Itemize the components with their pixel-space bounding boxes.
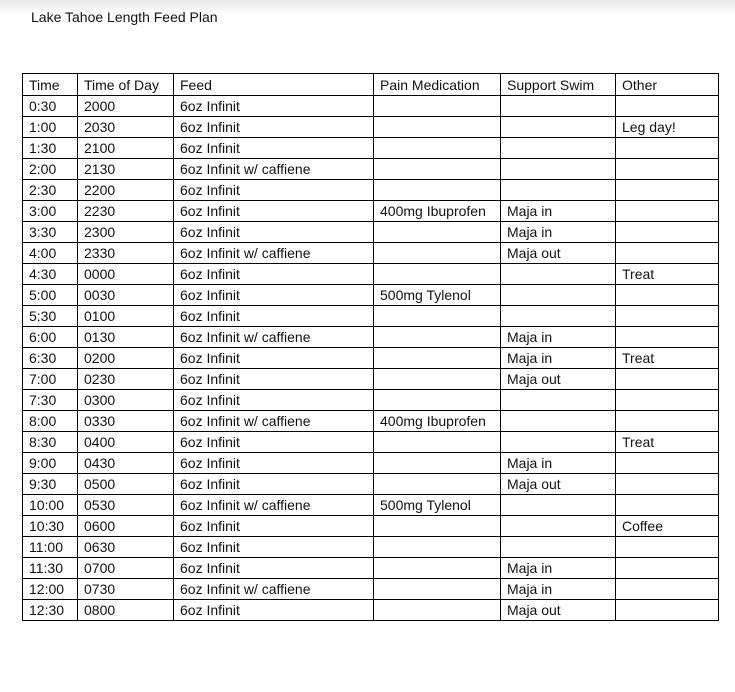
cell-time: 9:30 [23, 474, 78, 495]
cell-pain-medication [374, 453, 501, 474]
cell-time-of-day: 2230 [78, 201, 174, 222]
cell-support-swim: Maja out [501, 600, 616, 621]
cell-time-of-day: 0700 [78, 558, 174, 579]
table-header-row [23, 74, 719, 96]
cell-feed: 6oz Infinit w/ caffiene [174, 411, 374, 432]
cell-feed: 6oz Infinit [174, 348, 374, 369]
cell-other: Treat [616, 432, 719, 453]
cell-pain-medication [374, 369, 501, 390]
table-row [23, 579, 719, 600]
cell-feed: 6oz Infinit [174, 117, 374, 138]
cell-pain-medication [374, 159, 501, 180]
cell-other [616, 411, 719, 432]
cell-pain-medication [374, 243, 501, 264]
cell-other [616, 474, 719, 495]
cell-time-of-day: 2200 [78, 180, 174, 201]
cell-time: 11:00 [23, 537, 78, 558]
cell-other [616, 390, 719, 411]
cell-time: 7:00 [23, 369, 78, 390]
cell-time-of-day: 0500 [78, 474, 174, 495]
cell-other [616, 453, 719, 474]
cell-time-of-day: 0530 [78, 495, 174, 516]
cell-feed: 6oz Infinit [174, 369, 374, 390]
cell-pain-medication [374, 138, 501, 159]
cell-pain-medication [374, 180, 501, 201]
cell-other [616, 159, 719, 180]
cell-feed: 6oz Infinit w/ caffiene [174, 495, 374, 516]
cell-pain-medication [374, 222, 501, 243]
cell-other: Coffee [616, 516, 719, 537]
cell-pain-medication [374, 537, 501, 558]
cell-feed: 6oz Infinit [174, 138, 374, 159]
table-row [23, 264, 719, 285]
cell-support-swim [501, 537, 616, 558]
cell-pain-medication [374, 474, 501, 495]
header-time: Time [23, 74, 78, 96]
cell-time: 5:30 [23, 306, 78, 327]
cell-support-swim [501, 306, 616, 327]
cell-support-swim [501, 117, 616, 138]
document-title: Lake Tahoe Length Feed Plan [31, 9, 218, 25]
cell-feed: 6oz Infinit w/ caffiene [174, 327, 374, 348]
cell-pain-medication [374, 96, 501, 117]
cell-other [616, 243, 719, 264]
cell-other [616, 579, 719, 600]
cell-feed: 6oz Infinit [174, 474, 374, 495]
cell-pain-medication [374, 264, 501, 285]
cell-support-swim: Maja in [501, 327, 616, 348]
table-row [23, 180, 719, 201]
cell-feed: 6oz Infinit w/ caffiene [174, 243, 374, 264]
cell-feed: 6oz Infinit [174, 390, 374, 411]
cell-time-of-day: 0630 [78, 537, 174, 558]
cell-feed: 6oz Infinit [174, 222, 374, 243]
cell-time: 1:00 [23, 117, 78, 138]
cell-feed: 6oz Infinit [174, 180, 374, 201]
cell-support-swim: Maja in [501, 579, 616, 600]
table-row [23, 348, 719, 369]
cell-pain-medication: 500mg Tylenol [374, 285, 501, 306]
cell-other: Leg day! [616, 117, 719, 138]
cell-time: 12:30 [23, 600, 78, 621]
cell-time: 4:30 [23, 264, 78, 285]
table-row [23, 558, 719, 579]
cell-time-of-day: 2300 [78, 222, 174, 243]
cell-feed: 6oz Infinit [174, 558, 374, 579]
cell-feed: 6oz Infinit [174, 201, 374, 222]
header-feed: Feed [174, 74, 374, 96]
cell-feed: 6oz Infinit [174, 600, 374, 621]
cell-other [616, 369, 719, 390]
cell-other [616, 327, 719, 348]
cell-support-swim: Maja out [501, 243, 616, 264]
cell-other [616, 600, 719, 621]
feed-plan-table [22, 73, 719, 621]
cell-support-swim: Maja in [501, 558, 616, 579]
cell-other [616, 495, 719, 516]
cell-time-of-day: 0400 [78, 432, 174, 453]
cell-support-swim [501, 411, 616, 432]
cell-time-of-day: 0600 [78, 516, 174, 537]
cell-time-of-day: 0100 [78, 306, 174, 327]
cell-time: 10:30 [23, 516, 78, 537]
cell-feed: 6oz Infinit w/ caffiene [174, 159, 374, 180]
cell-support-swim [501, 432, 616, 453]
cell-support-swim: Maja in [501, 222, 616, 243]
cell-support-swim: Maja in [501, 201, 616, 222]
cell-other [616, 138, 719, 159]
table-row [23, 369, 719, 390]
header-time-of-day: Time of Day [78, 74, 174, 96]
cell-time-of-day: 0300 [78, 390, 174, 411]
cell-pain-medication [374, 348, 501, 369]
table-body [23, 96, 719, 621]
cell-time: 8:30 [23, 432, 78, 453]
cell-pain-medication: 500mg Tylenol [374, 495, 501, 516]
cell-pain-medication [374, 558, 501, 579]
cell-time-of-day: 0230 [78, 369, 174, 390]
cell-other [616, 285, 719, 306]
table-row [23, 243, 719, 264]
cell-support-swim [501, 264, 616, 285]
cell-time-of-day: 2030 [78, 117, 174, 138]
cell-support-swim [501, 516, 616, 537]
cell-feed: 6oz Infinit [174, 537, 374, 558]
cell-other [616, 201, 719, 222]
cell-other [616, 96, 719, 117]
cell-time: 1:30 [23, 138, 78, 159]
table-row [23, 600, 719, 621]
cell-time: 2:30 [23, 180, 78, 201]
cell-time: 10:00 [23, 495, 78, 516]
cell-time: 0:30 [23, 96, 78, 117]
cell-pain-medication [374, 117, 501, 138]
cell-time: 6:30 [23, 348, 78, 369]
cell-feed: 6oz Infinit [174, 432, 374, 453]
cell-time: 5:00 [23, 285, 78, 306]
table-row [23, 285, 719, 306]
cell-support-swim [501, 390, 616, 411]
table-row [23, 390, 719, 411]
cell-time: 12:00 [23, 579, 78, 600]
cell-pain-medication [374, 390, 501, 411]
cell-time: 3:00 [23, 201, 78, 222]
cell-support-swim [501, 180, 616, 201]
cell-time: 2:00 [23, 159, 78, 180]
cell-feed: 6oz Infinit [174, 264, 374, 285]
cell-other: Treat [616, 348, 719, 369]
cell-support-swim: Maja out [501, 369, 616, 390]
cell-pain-medication [374, 306, 501, 327]
cell-time-of-day: 0730 [78, 579, 174, 600]
cell-feed: 6oz Infinit [174, 516, 374, 537]
header-pain-medication: Pain Medication [374, 74, 501, 96]
cell-support-swim: Maja in [501, 348, 616, 369]
table-row [23, 327, 719, 348]
cell-time: 9:00 [23, 453, 78, 474]
cell-time-of-day: 2000 [78, 96, 174, 117]
table-row [23, 432, 719, 453]
table-row [23, 306, 719, 327]
table-row [23, 537, 719, 558]
table-row [23, 495, 719, 516]
header-support-swim: Support Swim [501, 74, 616, 96]
cell-support-swim: Maja in [501, 453, 616, 474]
cell-time-of-day: 0130 [78, 327, 174, 348]
cell-support-swim [501, 285, 616, 306]
cell-pain-medication [374, 327, 501, 348]
table-row [23, 117, 719, 138]
cell-pain-medication: 400mg Ibuprofen [374, 201, 501, 222]
cell-support-swim [501, 138, 616, 159]
cell-support-swim: Maja out [501, 474, 616, 495]
table-row [23, 201, 719, 222]
cell-time-of-day: 0800 [78, 600, 174, 621]
cell-support-swim [501, 96, 616, 117]
cell-time: 4:00 [23, 243, 78, 264]
cell-feed: 6oz Infinit [174, 285, 374, 306]
table-row [23, 138, 719, 159]
cell-pain-medication [374, 579, 501, 600]
cell-time-of-day: 0200 [78, 348, 174, 369]
cell-time: 11:30 [23, 558, 78, 579]
cell-time: 6:00 [23, 327, 78, 348]
cell-time: 7:30 [23, 390, 78, 411]
cell-feed: 6oz Infinit [174, 306, 374, 327]
cell-pain-medication [374, 600, 501, 621]
cell-pain-medication: 400mg Ibuprofen [374, 411, 501, 432]
cell-other [616, 558, 719, 579]
cell-time-of-day: 2100 [78, 138, 174, 159]
cell-pain-medication [374, 516, 501, 537]
cell-time-of-day: 0430 [78, 453, 174, 474]
cell-feed: 6oz Infinit [174, 96, 374, 117]
cell-time-of-day: 2130 [78, 159, 174, 180]
cell-time: 3:30 [23, 222, 78, 243]
cell-pain-medication [374, 432, 501, 453]
table-row [23, 411, 719, 432]
table-row [23, 453, 719, 474]
cell-feed: 6oz Infinit w/ caffiene [174, 579, 374, 600]
table-row [23, 96, 719, 117]
cell-time-of-day: 0030 [78, 285, 174, 306]
header-other: Other [616, 74, 719, 96]
cell-time-of-day: 0000 [78, 264, 174, 285]
cell-time-of-day: 0330 [78, 411, 174, 432]
table-row [23, 516, 719, 537]
cell-time: 8:00 [23, 411, 78, 432]
cell-feed: 6oz Infinit [174, 453, 374, 474]
cell-other [616, 537, 719, 558]
table-row [23, 474, 719, 495]
table-row [23, 222, 719, 243]
cell-other [616, 222, 719, 243]
cell-other [616, 180, 719, 201]
cell-support-swim [501, 495, 616, 516]
cell-time-of-day: 2330 [78, 243, 174, 264]
cell-other: Treat [616, 264, 719, 285]
table-row [23, 159, 719, 180]
cell-other [616, 306, 719, 327]
cell-support-swim [501, 159, 616, 180]
